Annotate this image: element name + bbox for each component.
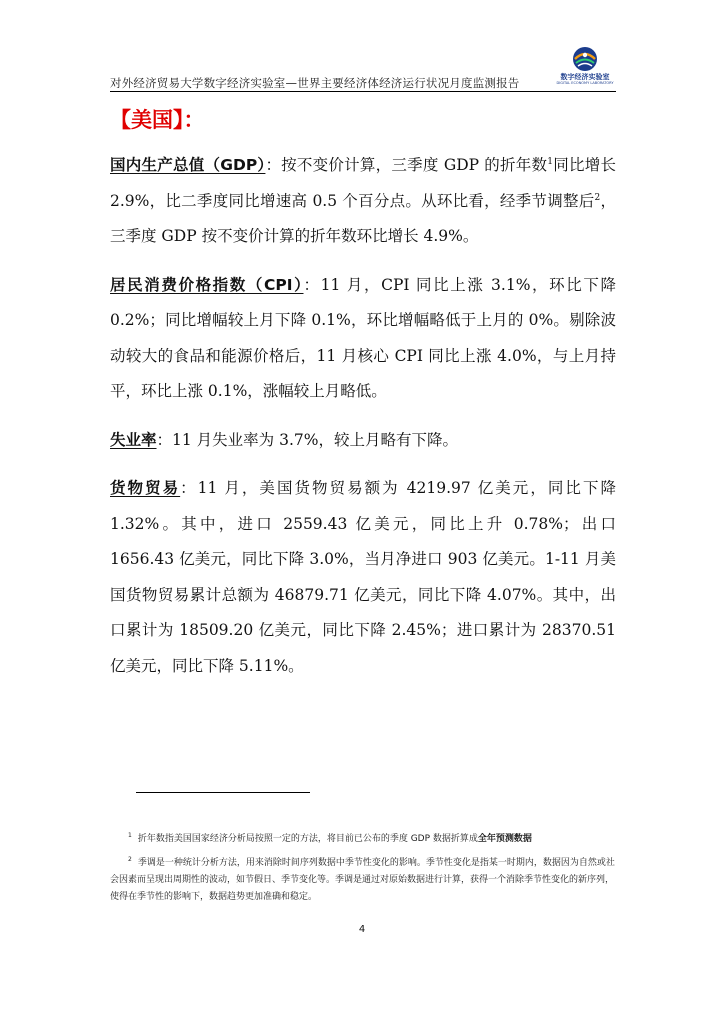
footnote-2 [110, 855, 616, 906]
trade-paragraph [110, 471, 616, 684]
gdp-text-1: ：按不变价计算，三季度 GDP 的折年数 [265, 156, 548, 174]
trade-text: ：11 月，美国货物贸易额为 4219.97 亿美元，同比下降 1.32%。其中，进口 2559.43 亿美元，同比上升 0.78%；出口 1656.43 亿美元，同比下降 3.0%，当月净进口 903 亿美元。1-11 月美国货物贸易累计总额为 46879.71 亿美元，同比下降 4.07%。其中，出口累计为 18509.20 亿美元，同比下降 2.45%；进口累计为 28370.51 亿美元，同比下降 5.11%。 [110, 479, 616, 675]
footnote-ref-1: 1 [547, 156, 553, 167]
gdp-text-2: 同比增长 2.9%，比二季度同比增速高 0.5 个百分点。从环比看，经季节调整后 [110, 156, 616, 210]
gdp-label: 国内生产总值（GDP） [110, 156, 266, 174]
unemployment-text: ：11 月失业率为 3.7%，较上月略有下降。 [156, 430, 458, 449]
footnotes [110, 831, 616, 913]
gdp-paragraph [110, 148, 616, 255]
footnote-1 [110, 831, 616, 848]
footnote-mark-2: 2 [128, 856, 132, 863]
footnote-2-text: 季调是一种统计分析方法，用来消除时间序列数据中季节性变化的影响。季节性变化是指某一时期内，数据因为自然或社会因素而呈现出周期性的波动，如节假日、季节变化等。季调是通过对原始数据进行计算，获得一个消除季节性变化的新序列，使得在季节性的影响下，数据趋势更加准确和稳定。 [110, 858, 615, 902]
logo-english-name: DIGITAL ECONOMY LABORATORY [556, 81, 614, 85]
section-title: 【美国】： [110, 108, 205, 132]
logo-name: 数字经济实验室 [560, 73, 610, 81]
header-title: 对外经济贸易大学数字经济实验室—世界主要经济体经济运行状况月度监测报告 [110, 76, 520, 90]
cpi-label: 居民消费价格指数（CPI） [110, 275, 304, 294]
lab-logo [554, 46, 616, 90]
header-divider [110, 91, 616, 92]
globe-logo-icon [572, 46, 598, 72]
report-body [110, 148, 616, 697]
footnote-1-bold: 全年预测数据 [477, 834, 532, 844]
cpi-paragraph [110, 268, 616, 410]
footnote-1-text: 折年数指美国国家经济分析局按照一定的方法，将目前已公布的季度 GDP 数据折算成 [137, 834, 478, 844]
footnote-ref-2: 2 [594, 192, 601, 203]
footnote-mark-1: 1 [128, 832, 132, 839]
unemployment-paragraph [110, 423, 616, 459]
cpi-text: ：11 月，CPI 同比上涨 3.1%，环比下降 0.2%；同比增幅较上月下降 0.1%，环比增幅略低于上月的 0%。剔除波动较大的食品和能源价格后，11 月核心 CPI 同比上涨 4.0%，与上月持平，环比上涨 0.1%，涨幅较上月略低。 [110, 275, 616, 400]
footnote-divider [136, 792, 310, 793]
trade-label: 货物贸易 [110, 479, 181, 497]
page-header [110, 46, 616, 92]
gdp-text-3: ，三季度 GDP 按不变价计算的折年数环比增长 4.9%。 [110, 191, 616, 245]
page-number: 4 [358, 924, 366, 935]
unemployment-label: 失业率 [110, 430, 157, 449]
